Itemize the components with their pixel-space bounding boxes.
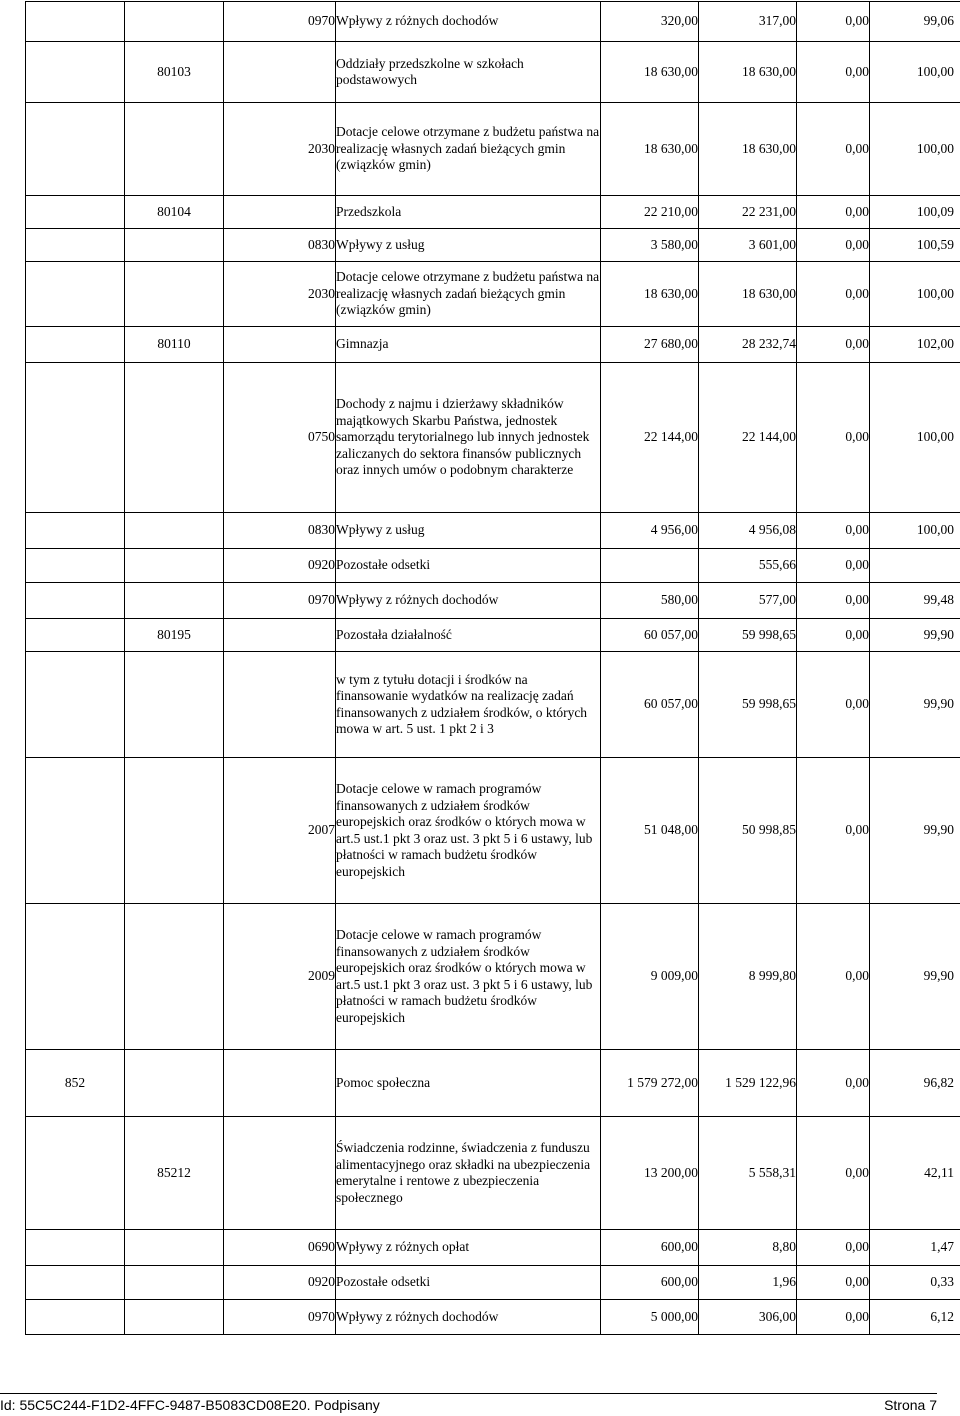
cell-dzial bbox=[26, 1230, 125, 1266]
cell-plan: 27 680,00 bbox=[601, 327, 699, 363]
cell-procent: 99,48 bbox=[870, 583, 960, 619]
cell-dzial bbox=[26, 1117, 125, 1230]
cell-paragraf: 0970 bbox=[224, 2, 336, 42]
cell-rozdzial: 80110 bbox=[125, 327, 224, 363]
cell-wykonanie: 59 998,65 bbox=[699, 652, 797, 758]
table-row bbox=[26, 619, 960, 652]
cell-paragraf: 0690 bbox=[224, 1230, 336, 1266]
cell-plan: 51 048,00 bbox=[601, 758, 699, 904]
cell-procent: 6,12 bbox=[870, 1300, 960, 1335]
cell-rozdzial: 85212 bbox=[125, 1117, 224, 1230]
cell-wykonanie: 1,96 bbox=[699, 1266, 797, 1300]
cell-procent: 100,00 bbox=[870, 262, 960, 327]
cell-naleznosci: 0,00 bbox=[797, 2, 870, 42]
cell-procent: 99,90 bbox=[870, 758, 960, 904]
cell-name: Wpływy z różnych opłat bbox=[336, 1230, 601, 1266]
cell-naleznosci: 0,00 bbox=[797, 1117, 870, 1230]
cell-name: Dotacje celowe w ramach programów finansowanych z udziałem środków europejskich oraz środków o których mowa w art.5 ust.1 pkt 3 oraz ust. 3 pkt 5 i 6 ustawy, lub płatności w ramach budżetu środków europejskich bbox=[336, 758, 601, 904]
cell-naleznosci: 0,00 bbox=[797, 229, 870, 262]
table-row bbox=[26, 196, 960, 229]
cell-procent: 99,90 bbox=[870, 652, 960, 758]
cell-name: Wpływy z usług bbox=[336, 513, 601, 549]
cell-rozdzial: 80104 bbox=[125, 196, 224, 229]
table-row bbox=[26, 1266, 960, 1300]
table-row bbox=[26, 327, 960, 363]
cell-dzial: 852 bbox=[26, 1050, 125, 1117]
cell-paragraf: 2009 bbox=[224, 904, 336, 1050]
cell-plan: 3 580,00 bbox=[601, 229, 699, 262]
cell-naleznosci: 0,00 bbox=[797, 196, 870, 229]
cell-wykonanie: 18 630,00 bbox=[699, 262, 797, 327]
table-row bbox=[26, 1230, 960, 1266]
cell-dzial bbox=[26, 262, 125, 327]
cell-rozdzial bbox=[125, 758, 224, 904]
cell-plan: 22 210,00 bbox=[601, 196, 699, 229]
cell-name: w tym z tytułu dotacji i środków na finansowanie wydatków na realizację zadań finansowanych z udziałem środków, o których mowa w art. 5 ust. 1 pkt 2 i 3 bbox=[336, 652, 601, 758]
cell-name: Wpływy z różnych dochodów bbox=[336, 583, 601, 619]
cell-rozdzial bbox=[125, 1266, 224, 1300]
cell-naleznosci: 0,00 bbox=[797, 652, 870, 758]
cell-plan: 18 630,00 bbox=[601, 42, 699, 103]
cell-dzial bbox=[26, 1266, 125, 1300]
cell-dzial bbox=[26, 103, 125, 196]
cell-rozdzial bbox=[125, 1230, 224, 1266]
table-row bbox=[26, 2, 960, 42]
cell-name: Dotacje celowe otrzymane z budżetu państwa na realizację własnych zadań bieżących gmin (związków gmin) bbox=[336, 262, 601, 327]
cell-wykonanie: 22 144,00 bbox=[699, 363, 797, 513]
cell-name: Dotacje celowe otrzymane z budżetu państwa na realizację własnych zadań bieżących gmin (związków gmin) bbox=[336, 103, 601, 196]
cell-wykonanie: 8,80 bbox=[699, 1230, 797, 1266]
cell-wykonanie: 28 232,74 bbox=[699, 327, 797, 363]
cell-procent: 100,00 bbox=[870, 363, 960, 513]
cell-plan bbox=[601, 549, 699, 583]
cell-procent: 102,00 bbox=[870, 327, 960, 363]
cell-rozdzial bbox=[125, 1300, 224, 1335]
cell-paragraf: 0830 bbox=[224, 513, 336, 549]
cell-procent: 100,00 bbox=[870, 103, 960, 196]
cell-procent: 100,09 bbox=[870, 196, 960, 229]
cell-procent: 99,90 bbox=[870, 619, 960, 652]
cell-name: Pozostałe odsetki bbox=[336, 1266, 601, 1300]
cell-name: Gimnazja bbox=[336, 327, 601, 363]
cell-dzial bbox=[26, 549, 125, 583]
cell-procent bbox=[870, 549, 960, 583]
cell-plan: 600,00 bbox=[601, 1266, 699, 1300]
cell-dzial bbox=[26, 196, 125, 229]
table-row bbox=[26, 758, 960, 904]
cell-plan: 22 144,00 bbox=[601, 363, 699, 513]
cell-rozdzial bbox=[125, 583, 224, 619]
table-row bbox=[26, 229, 960, 262]
cell-wykonanie: 317,00 bbox=[699, 2, 797, 42]
table-row bbox=[26, 1300, 960, 1335]
cell-wykonanie: 18 630,00 bbox=[699, 42, 797, 103]
table-row bbox=[26, 549, 960, 583]
cell-naleznosci: 0,00 bbox=[797, 513, 870, 549]
cell-procent: 0,33 bbox=[870, 1266, 960, 1300]
cell-dzial bbox=[26, 1300, 125, 1335]
cell-plan: 600,00 bbox=[601, 1230, 699, 1266]
cell-paragraf: 0830 bbox=[224, 229, 336, 262]
cell-plan: 60 057,00 bbox=[601, 652, 699, 758]
table-body bbox=[26, 2, 960, 1335]
document-id: Id: 55C5C244-F1D2-4FFC-9487-B5083CD08E20. Podpisany bbox=[0, 1397, 380, 1413]
cell-naleznosci: 0,00 bbox=[797, 42, 870, 103]
cell-dzial bbox=[26, 327, 125, 363]
cell-dzial bbox=[26, 2, 125, 42]
table-row bbox=[26, 513, 960, 549]
cell-rozdzial bbox=[125, 1050, 224, 1117]
cell-rozdzial bbox=[125, 103, 224, 196]
footer-rule bbox=[0, 1393, 937, 1394]
cell-dzial bbox=[26, 619, 125, 652]
table-row bbox=[26, 583, 960, 619]
cell-paragraf: 2007 bbox=[224, 758, 336, 904]
cell-rozdzial bbox=[125, 904, 224, 1050]
cell-wykonanie: 59 998,65 bbox=[699, 619, 797, 652]
cell-procent: 100,00 bbox=[870, 513, 960, 549]
cell-name: Dotacje celowe w ramach programów finansowanych z udziałem środków europejskich oraz środków o których mowa w art.5 ust.1 pkt 3 oraz ust. 3 pkt 5 i 6 ustawy, lub płatności w ramach budżetu środków europejskich bbox=[336, 904, 601, 1050]
cell-plan: 580,00 bbox=[601, 583, 699, 619]
cell-wykonanie: 555,66 bbox=[699, 549, 797, 583]
cell-paragraf: 0970 bbox=[224, 583, 336, 619]
cell-plan: 60 057,00 bbox=[601, 619, 699, 652]
cell-paragraf: 2030 bbox=[224, 103, 336, 196]
cell-procent: 42,11 bbox=[870, 1117, 960, 1230]
cell-wykonanie: 50 998,85 bbox=[699, 758, 797, 904]
cell-naleznosci: 0,00 bbox=[797, 549, 870, 583]
cell-dzial bbox=[26, 583, 125, 619]
cell-name: Oddziały przedszkolne w szkołach podstawowych bbox=[336, 42, 601, 103]
cell-rozdzial bbox=[125, 363, 224, 513]
cell-name: Wpływy z usług bbox=[336, 229, 601, 262]
cell-paragraf: 2030 bbox=[224, 262, 336, 327]
cell-plan: 1 579 272,00 bbox=[601, 1050, 699, 1117]
table-row bbox=[26, 42, 960, 103]
cell-name: Pomoc społeczna bbox=[336, 1050, 601, 1117]
cell-paragraf: 0920 bbox=[224, 549, 336, 583]
cell-plan: 9 009,00 bbox=[601, 904, 699, 1050]
cell-dzial bbox=[26, 652, 125, 758]
table-row bbox=[26, 652, 960, 758]
table-row bbox=[26, 363, 960, 513]
cell-name: Wpływy z różnych dochodów bbox=[336, 2, 601, 42]
cell-rozdzial bbox=[125, 2, 224, 42]
cell-rozdzial bbox=[125, 513, 224, 549]
cell-paragraf bbox=[224, 652, 336, 758]
cell-naleznosci: 0,00 bbox=[797, 619, 870, 652]
cell-wykonanie: 3 601,00 bbox=[699, 229, 797, 262]
cell-wykonanie: 306,00 bbox=[699, 1300, 797, 1335]
cell-paragraf: 0970 bbox=[224, 1300, 336, 1335]
table-row bbox=[26, 262, 960, 327]
cell-naleznosci: 0,00 bbox=[797, 327, 870, 363]
cell-rozdzial: 80103 bbox=[125, 42, 224, 103]
cell-procent: 99,06 bbox=[870, 2, 960, 42]
cell-naleznosci: 0,00 bbox=[797, 1300, 870, 1335]
cell-wykonanie: 577,00 bbox=[699, 583, 797, 619]
cell-wykonanie: 4 956,08 bbox=[699, 513, 797, 549]
cell-wykonanie: 18 630,00 bbox=[699, 103, 797, 196]
cell-rozdzial bbox=[125, 652, 224, 758]
cell-dzial bbox=[26, 363, 125, 513]
cell-dzial bbox=[26, 758, 125, 904]
cell-procent: 96,82 bbox=[870, 1050, 960, 1117]
cell-paragraf bbox=[224, 196, 336, 229]
cell-rozdzial bbox=[125, 262, 224, 327]
cell-procent: 1,47 bbox=[870, 1230, 960, 1266]
cell-plan: 4 956,00 bbox=[601, 513, 699, 549]
cell-procent: 99,90 bbox=[870, 904, 960, 1050]
cell-rozdzial: 80195 bbox=[125, 619, 224, 652]
cell-procent: 100,00 bbox=[870, 42, 960, 103]
cell-naleznosci: 0,00 bbox=[797, 1266, 870, 1300]
cell-dzial bbox=[26, 513, 125, 549]
cell-naleznosci: 0,00 bbox=[797, 103, 870, 196]
table-row bbox=[26, 904, 960, 1050]
cell-naleznosci: 0,00 bbox=[797, 1050, 870, 1117]
cell-name: Dochody z najmu i dzierżawy składników majątkowych Skarbu Państwa, jednostek samorządu terytorialnego lub innych jednostek zaliczanych do sektora finansów publicznych oraz innych umów o podobnym charakterze bbox=[336, 363, 601, 513]
cell-wykonanie: 5 558,31 bbox=[699, 1117, 797, 1230]
cell-plan: 320,00 bbox=[601, 2, 699, 42]
cell-paragraf bbox=[224, 327, 336, 363]
cell-naleznosci: 0,00 bbox=[797, 262, 870, 327]
cell-naleznosci: 0,00 bbox=[797, 758, 870, 904]
cell-name: Pozostałe odsetki bbox=[336, 549, 601, 583]
table-row bbox=[26, 1050, 960, 1117]
budget-table bbox=[25, 1, 960, 1335]
cell-paragraf bbox=[224, 1117, 336, 1230]
cell-dzial bbox=[26, 42, 125, 103]
cell-naleznosci: 0,00 bbox=[797, 904, 870, 1050]
page-number: Strona 7 bbox=[884, 1397, 937, 1413]
table-row bbox=[26, 1117, 960, 1230]
table-row bbox=[26, 103, 960, 196]
cell-dzial bbox=[26, 904, 125, 1050]
cell-name: Przedszkola bbox=[336, 196, 601, 229]
cell-plan: 13 200,00 bbox=[601, 1117, 699, 1230]
cell-paragraf: 0750 bbox=[224, 363, 336, 513]
cell-paragraf: 0920 bbox=[224, 1266, 336, 1300]
cell-wykonanie: 22 231,00 bbox=[699, 196, 797, 229]
cell-wykonanie: 1 529 122,96 bbox=[699, 1050, 797, 1117]
cell-plan: 5 000,00 bbox=[601, 1300, 699, 1335]
cell-rozdzial bbox=[125, 229, 224, 262]
cell-wykonanie: 8 999,80 bbox=[699, 904, 797, 1050]
cell-paragraf bbox=[224, 42, 336, 103]
cell-naleznosci: 0,00 bbox=[797, 1230, 870, 1266]
cell-name: Wpływy z różnych dochodów bbox=[336, 1300, 601, 1335]
cell-name: Pozostała działalność bbox=[336, 619, 601, 652]
cell-paragraf bbox=[224, 1050, 336, 1117]
cell-paragraf bbox=[224, 619, 336, 652]
cell-procent: 100,59 bbox=[870, 229, 960, 262]
cell-dzial bbox=[26, 229, 125, 262]
cell-rozdzial bbox=[125, 549, 224, 583]
cell-naleznosci: 0,00 bbox=[797, 363, 870, 513]
cell-name: Świadczenia rodzinne, świadczenia z funduszu alimentacyjnego oraz składki na ubezpieczenia emerytalne i rentowe z ubezpieczenia społecznego bbox=[336, 1117, 601, 1230]
cell-naleznosci: 0,00 bbox=[797, 583, 870, 619]
cell-plan: 18 630,00 bbox=[601, 262, 699, 327]
cell-plan: 18 630,00 bbox=[601, 103, 699, 196]
